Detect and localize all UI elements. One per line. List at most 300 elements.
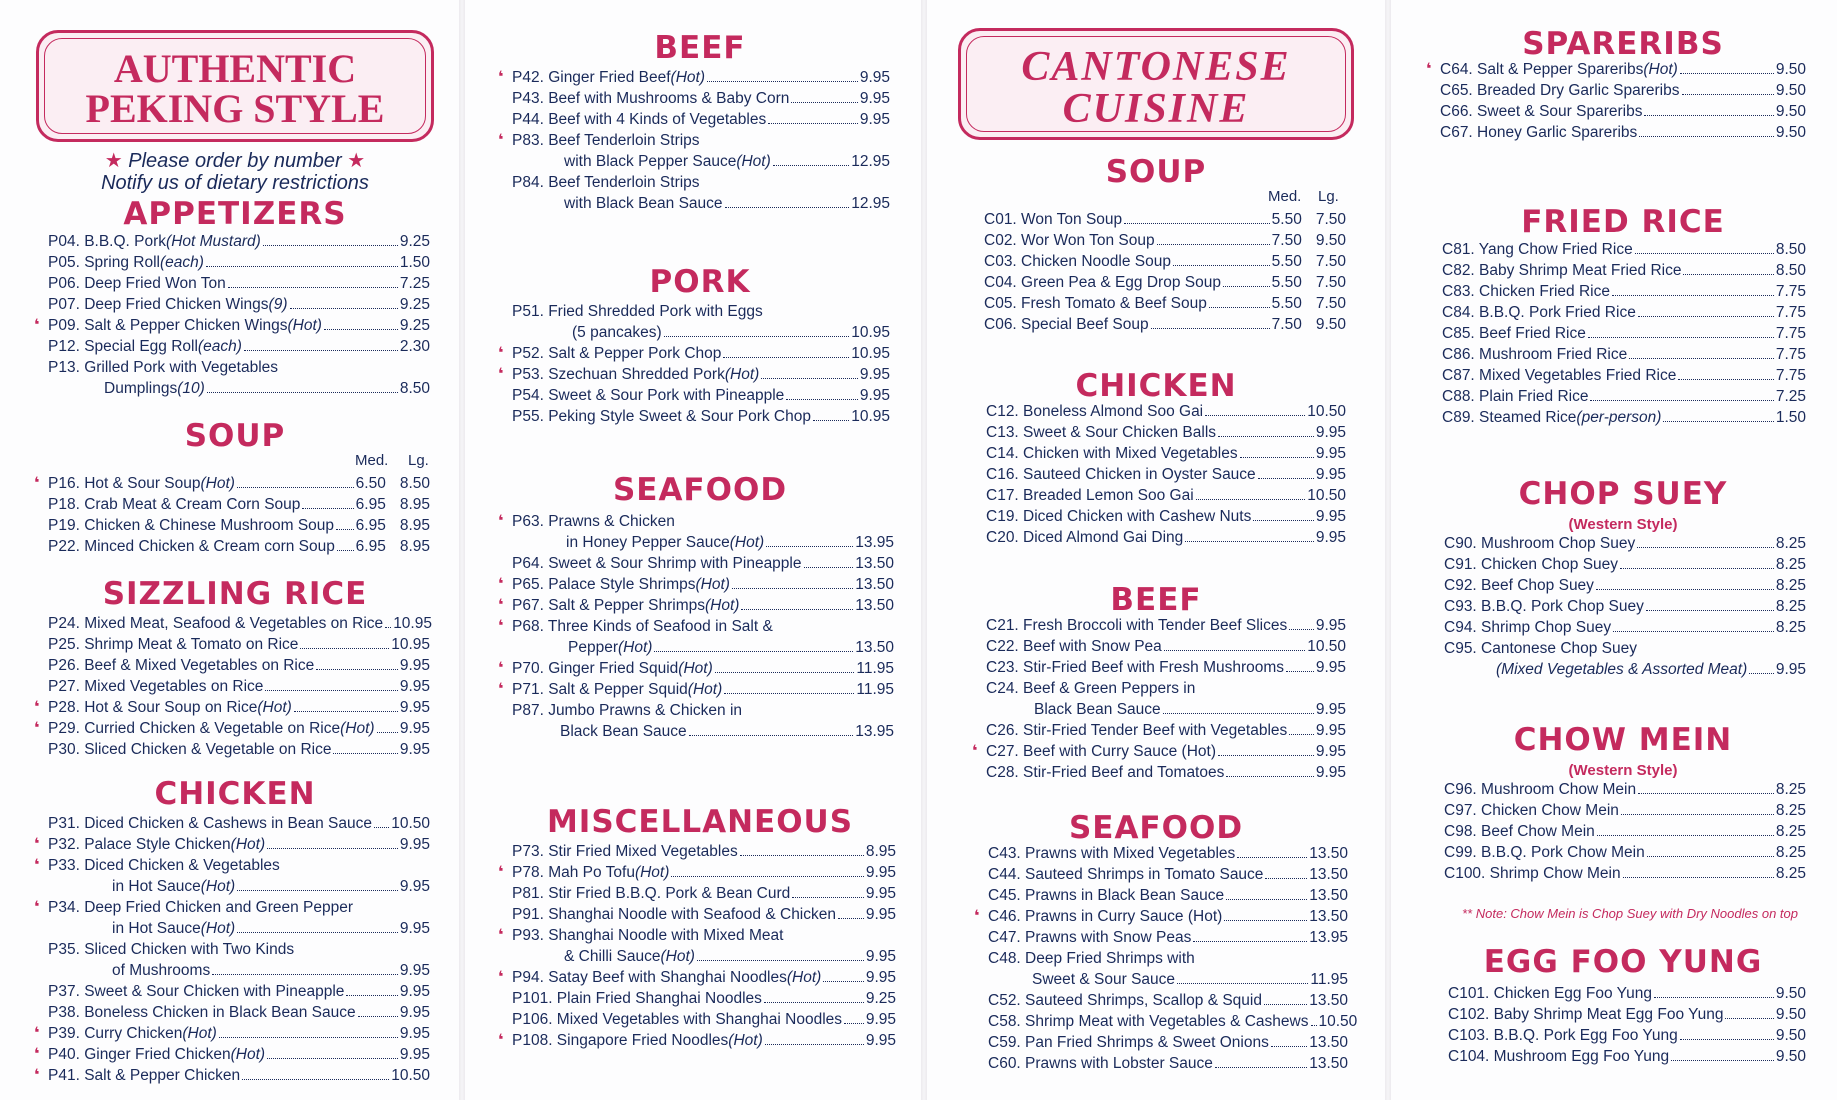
menu-item (512, 89, 890, 108)
dot-leader (1623, 877, 1774, 878)
section-title-miscellaneous: MISCELLANEOUS (546, 804, 854, 840)
menu-item (984, 294, 1346, 313)
dot-leader (724, 693, 854, 694)
item-name: C03. Chicken Noodle Soup (984, 253, 1171, 270)
menu-item (104, 379, 430, 398)
item-price-med: 5.50 (1271, 274, 1302, 291)
item-name: C20. Diced Almond Gai Ding (986, 529, 1184, 546)
menu-item (48, 656, 430, 675)
dot-leader (1637, 547, 1774, 548)
item-note: (Hot) (287, 317, 322, 334)
item-price: 9.50 (1775, 124, 1806, 141)
item-name: C23. Stir-Fried Beef with Fresh Mushrooms (986, 659, 1285, 676)
item-name: C60. Prawns with Lobster Sauce (988, 1055, 1213, 1072)
item-name: P41. Salt & Pepper Chicken (48, 1067, 241, 1084)
item-name: P106. Mixed Vegetables with Shanghai Noodles (512, 1011, 843, 1028)
item-note: (10) (177, 380, 205, 397)
dot-leader (316, 669, 398, 670)
dot-leader (358, 1016, 398, 1017)
menu-item (564, 947, 896, 966)
soup-lg-label: Lg. (408, 452, 429, 469)
menu-item (48, 677, 430, 696)
dietary-note: Notify us of dietary restrictions (101, 172, 369, 194)
item-price: 12.95 (851, 153, 890, 170)
item-name: P81. Stir Fried B.B.Q. Pork & Bean Curd (512, 885, 791, 902)
item-note: (Hot) (660, 948, 695, 965)
dot-leader (1639, 136, 1774, 137)
banner-line-1: CANTONESE (1021, 44, 1291, 90)
item-price: 9.95 (1315, 701, 1346, 718)
menu-item (48, 474, 430, 493)
item-price: 10.95 (393, 615, 432, 632)
menu-item (48, 856, 430, 875)
item-price: 9.95 (1315, 722, 1346, 739)
item-name: P26. Beef & Mixed Vegetables on Rice (48, 657, 315, 674)
item-name: (5 pancakes) (572, 324, 662, 341)
dot-leader (242, 1079, 389, 1080)
item-name: P24. Mixed Meat, Seafood & Vegetables on Rice (48, 615, 384, 632)
item-name: C91. Chicken Chop Suey (1444, 556, 1619, 573)
item-price: 9.25 (399, 233, 430, 250)
dot-leader (1185, 541, 1314, 542)
dot-leader (1177, 983, 1308, 984)
pepper-icon: ❛ (34, 836, 40, 853)
menu-item (1442, 324, 1806, 343)
item-name: C67. Honey Garlic Spareribs (1440, 124, 1638, 141)
section-title-spareribs: SPARERIBS (1522, 26, 1724, 62)
dot-leader (1613, 631, 1774, 632)
dot-leader (715, 672, 855, 673)
dot-leader (1663, 421, 1773, 422)
item-name: C82. Baby Shrimp Meat Fried Rice (1442, 262, 1682, 279)
menu-item (48, 635, 430, 654)
dot-leader (1647, 856, 1774, 857)
item-name: P65. Palace Style Shrimps (512, 576, 696, 593)
item-name: C46. Prawns in Curry Sauce (Hot) (988, 908, 1223, 925)
item-note: (Hot) (230, 1046, 266, 1063)
menu-item (1440, 60, 1806, 79)
item-name: C103. B.B.Q. Pork Egg Foo Yung (1448, 1027, 1678, 1044)
dot-leader (1209, 307, 1270, 308)
dot-leader (697, 960, 864, 961)
item-note: (Hot) (736, 153, 771, 170)
section-title-beef: BEEF (654, 30, 746, 66)
item-name: C27. Beef with Curry Sauce (Hot) (986, 743, 1217, 760)
item-name: P39. Curry Chicken (48, 1025, 183, 1042)
dot-leader (1124, 223, 1269, 224)
order-note-text: Please order by number (128, 150, 342, 172)
menu-item (1444, 822, 1806, 841)
pepper-icon: ❛ (34, 899, 40, 916)
dot-leader (267, 1058, 398, 1059)
dot-leader (1596, 589, 1774, 590)
menu-item (984, 210, 1346, 229)
item-price: 7.75 (1775, 367, 1806, 384)
item-price: 9.50 (1775, 1027, 1806, 1044)
dot-leader (844, 1023, 864, 1024)
pepper-icon: ❛ (498, 132, 504, 149)
item-name: C13. Sweet & Sour Chicken Balls (986, 424, 1217, 441)
item-note: (Hot) (729, 534, 765, 551)
dot-leader (707, 81, 858, 82)
item-price: 13.50 (1309, 887, 1348, 904)
item-price-med: 7.50 (1271, 316, 1302, 333)
menu-item (48, 516, 430, 535)
menu-item (512, 131, 890, 150)
pepper-icon: ❛ (972, 743, 978, 760)
pepper-icon: ❛ (34, 720, 40, 737)
item-name: P32. Palace Style Chicken (48, 836, 231, 853)
item-price: 9.50 (1775, 82, 1806, 99)
menu-item (48, 316, 430, 335)
item-price: 9.95 (399, 983, 430, 1000)
pepper-icon: ❛ (34, 1067, 40, 1084)
dot-leader (766, 546, 853, 547)
item-price: 11.95 (856, 681, 894, 698)
dot-leader (294, 711, 398, 712)
section-title-chicken: CHICKEN (154, 776, 316, 812)
menu-item (984, 252, 1346, 271)
item-name: P67. Salt & Pepper Shrimps (512, 597, 705, 614)
menu-item (988, 991, 1348, 1010)
dot-leader (1215, 1067, 1307, 1068)
item-price: 8.50 (399, 380, 430, 397)
menu-item (1444, 639, 1806, 658)
menu-item (48, 835, 430, 854)
item-price: 9.95 (865, 864, 896, 881)
item-name: C05. Fresh Tomato & Beef Soup (984, 295, 1207, 312)
dot-leader (1223, 286, 1270, 287)
dot-leader (302, 508, 353, 509)
menu-item (512, 365, 890, 384)
item-name: P78. Mah Po Tofu (512, 864, 635, 881)
item-name: P51. Fried Shredded Pork with Eggs (512, 303, 763, 320)
dot-leader (1218, 436, 1314, 437)
item-name: C104. Mushroom Egg Foo Yung (1448, 1048, 1670, 1065)
item-price: 9.95 (1315, 424, 1346, 441)
item-note: (Hot) (340, 720, 375, 737)
menu-item (984, 231, 1346, 250)
menu-item (48, 495, 430, 514)
item-price: 10.95 (851, 408, 890, 425)
item-name: P18. Crab Meat & Cream Corn Soup (48, 496, 301, 513)
menu-item (560, 722, 894, 741)
menu-item (512, 989, 896, 1008)
item-price: 13.50 (1309, 908, 1348, 925)
item-price: 9.95 (399, 1025, 430, 1042)
item-price: 9.95 (865, 1011, 896, 1028)
item-price: 8.95 (865, 843, 896, 860)
item-name: C85. Beef Fried Rice (1442, 325, 1586, 342)
item-price: 8.25 (1775, 823, 1806, 840)
item-name: P37. Sweet & Sour Chicken with Pineapple (48, 983, 345, 1000)
item-note: (Hot) (200, 475, 235, 492)
item-name: P91. Shanghai Noodle with Seafood & Chicken (512, 906, 836, 923)
item-price-med: 6.95 (355, 517, 386, 534)
item-note: (Hot Mustard) (166, 233, 261, 250)
item-price: 9.95 (1315, 529, 1346, 546)
menu-item (512, 302, 890, 321)
item-name: P84. Beef Tenderloin Strips (512, 174, 700, 191)
dot-leader (1590, 400, 1773, 401)
item-name: C28. Stir-Fried Beef and Tomatoes (986, 764, 1225, 781)
item-price: 9.50 (1775, 103, 1806, 120)
item-price: 10.50 (1307, 638, 1346, 655)
dot-leader (1289, 629, 1314, 630)
menu-item (1442, 303, 1806, 322)
dot-leader (267, 848, 398, 849)
dot-leader (1635, 253, 1774, 254)
section-title-sizzling-rice: SIZZLING RICE (102, 576, 368, 612)
pepper-icon: ❛ (34, 857, 40, 874)
menu-item (512, 1010, 896, 1029)
peking-style-banner (36, 30, 434, 142)
item-price: 10.95 (851, 324, 890, 341)
item-price: 9.95 (399, 1004, 430, 1021)
dot-leader (1164, 650, 1305, 651)
item-price: 9.95 (399, 657, 430, 674)
menu-item (988, 949, 1348, 968)
item-name: P55. Peking Style Sweet & Sour Pork Chop (512, 408, 811, 425)
menu-item (1444, 618, 1806, 637)
menu-item (1442, 282, 1806, 301)
item-name: C04. Green Pea & Egg Drop Soup (984, 274, 1221, 291)
dot-leader (1193, 941, 1307, 942)
item-name: P16. Hot & Sour Soup (48, 475, 201, 492)
item-note: (per-person) (1576, 409, 1662, 426)
menu-item (112, 961, 430, 980)
item-name: P68. Three Kinds of Seafood in Salt & (512, 618, 773, 635)
item-price-lg: 8.95 (399, 538, 430, 555)
menu-item (48, 1003, 430, 1022)
menu-item (984, 315, 1346, 334)
item-name: P19. Chicken & Chinese Mushroom Soup (48, 517, 335, 534)
item-price-lg: 8.95 (399, 496, 430, 513)
dot-leader (237, 932, 398, 933)
item-price: 2.30 (399, 338, 430, 355)
menu-item (48, 274, 430, 293)
dot-leader (300, 648, 389, 649)
pepper-icon: ❛ (498, 366, 504, 383)
menu-item (512, 617, 894, 636)
item-price: 13.50 (855, 576, 894, 593)
menu-item (986, 423, 1346, 442)
menu-item (48, 614, 430, 633)
menu-item (1448, 1047, 1806, 1066)
menu-item (1444, 576, 1806, 595)
item-note: (Hot) (200, 878, 236, 895)
item-price: 13.50 (1309, 1055, 1348, 1072)
item-name: P73. Stir Fried Mixed Vegetables (512, 843, 738, 860)
menu-item (112, 877, 430, 896)
item-price: 8.25 (1775, 844, 1806, 861)
menu-item (48, 358, 430, 377)
menu-item (512, 173, 890, 192)
item-price: 9.95 (865, 906, 896, 923)
item-price: 8.25 (1775, 619, 1806, 636)
pepper-icon: ❛ (1426, 61, 1432, 78)
menu-item (988, 1054, 1348, 1073)
dot-leader (725, 207, 850, 208)
menu-item (512, 407, 890, 426)
menu-item (568, 638, 894, 657)
item-note: (each) (197, 338, 242, 355)
menu-item (988, 907, 1348, 926)
dot-leader (740, 855, 864, 856)
item-name: P94. Satay Beef with Shanghai Noodles (512, 969, 787, 986)
item-name: C02. Wor Won Ton Soup (984, 232, 1155, 249)
item-price: 9.95 (1315, 764, 1346, 781)
item-name: P09. Salt & Pepper Chicken Wings (48, 317, 288, 334)
item-name: C14. Chicken with Mixed Vegetables (986, 445, 1238, 462)
item-name: P31. Diced Chicken & Cashews in Bean Sauce (48, 815, 372, 832)
item-price: 10.95 (391, 636, 430, 653)
item-name: in Honey Pepper Sauce (566, 534, 730, 551)
dot-leader (764, 1002, 864, 1003)
item-name: C58. Shrimp Meat with Vegetables & Cashews (988, 1013, 1309, 1030)
item-name: P28. Hot & Sour Soup on Rice (48, 699, 258, 716)
menu-item (986, 742, 1346, 761)
menu-item (512, 575, 894, 594)
item-note: (Hot) (617, 639, 653, 656)
item-price: 9.95 (1315, 617, 1346, 634)
order-note (36, 148, 434, 173)
item-name: C48. Deep Fried Shrimps with (988, 950, 1195, 967)
dot-leader (723, 357, 849, 358)
item-name: P63. Prawns & Chicken (512, 513, 675, 530)
item-name: C52. Sauteed Shrimps, Scallop & Squid (988, 992, 1262, 1009)
cantonese-cuisine-banner (958, 28, 1354, 140)
dot-leader (346, 995, 397, 996)
item-note: (Hot) (200, 920, 236, 937)
menu-item (48, 1045, 430, 1064)
item-price: 9.95 (865, 948, 896, 965)
item-name: P83. Beef Tenderloin Strips (512, 132, 700, 149)
item-name: C93. B.B.Q. Pork Chop Suey (1444, 598, 1644, 615)
item-name: P27. Mixed Vegetables on Rice (48, 678, 264, 695)
item-note: (Mixed Vegetables & Assorted Meat) (1496, 661, 1748, 678)
menu-item (1444, 864, 1806, 883)
menu-item (512, 884, 896, 903)
item-price: 10.50 (391, 1067, 430, 1084)
item-name: & Chilli Sauce (564, 948, 661, 965)
item-price: 1.50 (1775, 409, 1806, 426)
pepper-icon: ❛ (34, 699, 40, 716)
menu-item (512, 386, 890, 405)
item-name: C16. Sauteed Chicken in Oyster Sauce (986, 466, 1256, 483)
section-title-egg-foo-yung: EGG FOO YUNG (1483, 944, 1763, 980)
dot-leader (237, 487, 354, 488)
dot-leader (1671, 1060, 1774, 1061)
item-price: 9.95 (1315, 445, 1346, 462)
menu-item (512, 863, 896, 882)
item-price-lg: 7.50 (1315, 295, 1346, 312)
item-name: C19. Diced Chicken with Cashew Nuts (986, 508, 1252, 525)
dot-leader (265, 690, 397, 691)
item-name: C81. Yang Chow Fried Rice (1442, 241, 1633, 258)
item-price: 7.75 (1775, 325, 1806, 342)
item-name: P30. Sliced Chicken & Vegetable on Rice (48, 741, 332, 758)
item-name: P22. Minced Chicken & Cream corn Soup (48, 538, 335, 555)
menu-item (988, 1012, 1358, 1031)
dot-leader (290, 308, 398, 309)
dot-leader (1678, 379, 1773, 380)
menu-item (1442, 387, 1806, 406)
dot-leader (823, 981, 863, 982)
item-price: 9.95 (1775, 661, 1806, 678)
menu-item (1440, 102, 1806, 121)
item-price: 9.95 (1315, 743, 1346, 760)
dot-leader (1682, 94, 1774, 95)
pepper-icon: ❛ (974, 908, 980, 925)
item-name: P87. Jumbo Prawns & Chicken in (512, 702, 743, 719)
star-icon: ★ (104, 150, 123, 172)
pepper-icon: ❛ (498, 969, 504, 986)
item-name: C86. Mushroom Fried Rice (1442, 346, 1628, 363)
item-price: 9.95 (859, 387, 890, 404)
item-name: C89. Steamed Rice (1442, 409, 1577, 426)
menu-item (1442, 261, 1806, 280)
item-price: 8.25 (1775, 598, 1806, 615)
menu-item (48, 1024, 430, 1043)
item-price: 9.95 (399, 1046, 430, 1063)
chow-mein-note: ** Note: Chow Mein is Chop Suey with Dry Noodles on top (1462, 906, 1798, 921)
menu-item (1448, 984, 1806, 1003)
menu-item (1444, 801, 1806, 820)
chop-suey-style: (Western Style) (1568, 516, 1678, 533)
item-price: 10.95 (851, 345, 890, 362)
dot-leader (263, 245, 398, 246)
item-price-lg: 8.50 (399, 475, 430, 492)
soup-med-label: Med. (355, 452, 389, 469)
menu-item (986, 528, 1346, 547)
item-price: 7.75 (1775, 304, 1806, 321)
item-name: C17. Breaded Lemon Soo Gai (986, 487, 1194, 504)
item-price: 7.75 (1775, 283, 1806, 300)
item-price: 9.95 (399, 920, 430, 937)
item-name: C26. Stir-Fried Tender Beef with Vegetables (986, 722, 1288, 739)
menu-item (112, 919, 430, 938)
item-price: 8.25 (1775, 781, 1806, 798)
item-name: P70. Ginger Fried Squid (512, 660, 679, 677)
dot-leader (1163, 713, 1314, 714)
item-price: 9.25 (399, 296, 430, 313)
item-price: 9.95 (859, 90, 890, 107)
section-title-chicken: CHICKEN (1075, 368, 1237, 404)
dot-leader (1597, 835, 1774, 836)
pepper-icon: ❛ (498, 513, 504, 530)
item-name: C24. Beef & Green Peppers in (986, 680, 1196, 697)
menu-item (512, 512, 894, 531)
item-price: 9.95 (399, 962, 430, 979)
item-name: C43. Prawns with Mixed Vegetables (988, 845, 1236, 862)
item-name: Pepper (568, 639, 618, 656)
pepper-icon: ❛ (34, 1046, 40, 1063)
menu-item (512, 968, 896, 987)
menu-item (1442, 408, 1806, 427)
dot-leader (1620, 568, 1774, 569)
item-name: C97. Chicken Chow Mein (1444, 802, 1619, 819)
item-price: 9.95 (399, 720, 430, 737)
menu-item (986, 444, 1346, 463)
item-note: (Hot) (1643, 61, 1678, 78)
item-price: 13.50 (1309, 1034, 1348, 1051)
menu-item (512, 596, 894, 615)
menu-item (512, 110, 890, 129)
dot-leader (1265, 878, 1307, 879)
item-price: 10.50 (1307, 403, 1346, 420)
item-price: 9.95 (399, 836, 430, 853)
